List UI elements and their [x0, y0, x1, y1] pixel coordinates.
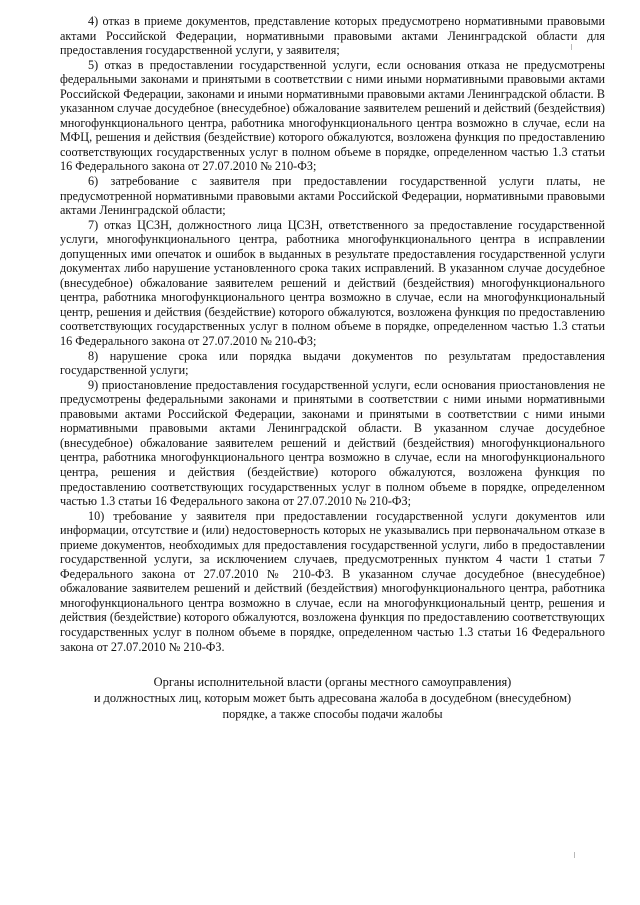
scan-speck — [571, 44, 572, 50]
document-page — [60, 14, 605, 722]
section-heading-line-2: и должностных лиц, которым может быть адресована жалоба в досудебном (внесудебном) — [93, 691, 572, 706]
paragraph-item-4: 4) отказ в приеме документов, представление которых предусмотрено нормативными правовыми актами Российской Федерации, нормативными правовыми актами Ленинградской области для предоставления государственной услуги, у заявителя; — [60, 14, 605, 58]
paragraph-item-5: 5) отказ в предоставлении государственной услуги, если основания отказа не предусмотрены федеральными законами и принятыми в соответствии с ними иными нормативными правовыми актами Российской Федерации, законами и иными нормативными правовыми актами Ленинградской области. В указанном случае досудебное (внесудебное) обжалование заявителем решений и действий (бездействия) многофункционального центра, работника многофункционального центра возможно в случае, если на МФЦ, решения и действия (бездействие) которого обжалуются, возложена функция по предоставлению соответствующих государственных услуг в полном объеме в порядке, определенном частью 1.3 статьи 16 Федерального закона от 27.07.2010 № 210-ФЗ; — [60, 57, 605, 174]
paragraph-item-6: 6) затребование с заявителя при предоставлении государственной услуги платы, не предусмотренной нормативными правовыми актами Российской Федерации, нормативными правовыми актами Ленинградской области; — [60, 174, 605, 218]
section-heading — [60, 674, 605, 722]
section-heading-line-1: Органы исполнительной власти (органы местного самоуправления) — [153, 675, 512, 690]
paragraph-item-9: 9) приостановление предоставления государственной услуги, если основания приостановления не предусмотрены федеральными законами и принятыми в соответствии с ними иными нормативными правовыми актами Российской Федерации, законами и принятыми в соответствии с ними иными нормативными правовыми актами Ленинградской области. В указанном случае досудебное (внесудебное) обжалование заявителем решений и действий (бездействия) многофункционального центра, работника многофункционального центра возможно в случае, если на многофункционального центра, решения и действия (бездействие) которого обжалуются, возложена функция по предоставлению соответствующих государственных услуг в полном объеме в порядке, определенном частью 1.3 статьи 16 Федерального закона от 27.07.2010 № 210-ФЗ; — [60, 377, 605, 509]
paragraph-list — [60, 14, 605, 654]
paragraph-item-8: 8) нарушение срока или порядка выдачи документов по результатам предоставления государственной услуги; — [60, 348, 605, 378]
paragraph-item-10: 10) требование у заявителя при предоставлении государственной услуги документов или информации, отсутствие и (или) недостоверность которых не указывались при первоначальном отказе в приеме документов, необходимых для предоставления государственной услуги, либо в предоставлении государственной услуги, за исключением случаев, предусмотренных пунктом 4 части 1 статьи 7 Федерального закона от 27.07.2010 № 210-ФЗ. В указанном случае досудебное (внесудебное) обжалование заявителем решений и действий (бездействия) многофункционального центра, работника многофункционального центра возможно в случае, если на многофункциональный центр, решения и действия (бездействие) которого обжалуются, возложена функция по предоставлению соответствующих государственных услуг в полном объеме в порядке, определенном частью 1.3 статьи 16 Федерального закона от 27.07.2010 № 210-ФЗ. — [60, 508, 605, 654]
scan-speck — [574, 852, 575, 858]
section-heading-line-3: порядке, а также способы подачи жалобы — [222, 707, 443, 722]
paragraph-item-7: 7) отказ ЦСЗН, должностного лица ЦСЗН, ответственного за предоставление государственной услуги, многофункционального центра, работника многофункционального центра в исправлении допущенных ими опечаток и ошибок в выданных в результате предоставления государственной услуги документах либо нарушение установленного срока таких исправлений. В указанном случае досудебное (внесудебное) обжалование заявителем решений и действий (бездействия) многофункционального центра, работника многофункционального центра возможно в случае, если на многофункциональный центр, решения и действия (бездействие) которого обжалуются, возложена функция по предоставлению соответствующих государственных услуг в полном объеме в порядке, определенном частью 1.3 статьи 16 Федерального закона от 27.07.2010 № 210-ФЗ; — [60, 217, 605, 349]
